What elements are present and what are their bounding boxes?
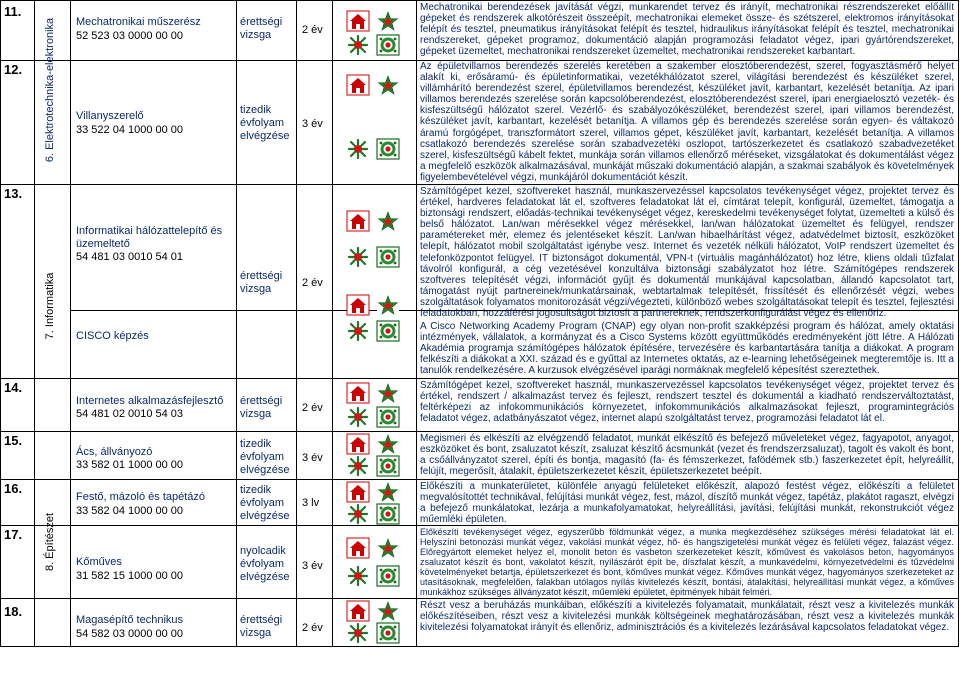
program-name: Internetes alkalmazásfejlesztő — [76, 395, 224, 407]
program-code: 31 582 15 1000 00 00 — [76, 570, 184, 582]
row-number: 16. — [4, 481, 23, 496]
flower-icon — [376, 246, 400, 268]
wheelchair-icon — [346, 622, 370, 644]
wheelchair-icon — [346, 246, 370, 268]
program-code: 54 481 03 0010 54 01 — [76, 251, 184, 263]
star-icon — [376, 10, 400, 32]
row-number: 14. — [4, 380, 23, 395]
row-number: 13. — [4, 186, 23, 201]
star-icon — [376, 210, 400, 232]
house-icon — [346, 600, 370, 622]
entry-requirement: tizedik évfolyam elvégzése — [240, 104, 290, 142]
col-divider-area — [70, 0, 71, 647]
program-description: Számítógépet kezel, szoftvereket használ, munkaszervezéssel kapcsolatos tevékenységet végez, projektet tervez és értékel, rendszert / alkalmazást tervez és fejleszt, rendszert tesztel és dokumentál a kiadható rendszerváltoztatást, feltérképezi az infokommunikációs környezetet, infokommunikációs alkalmazásokat fejleszt, programintegrációs feladatot végez, adatbányászatot végez, internet alapú szolgáltatást tervez, programozási feladatot lát el. — [420, 380, 954, 425]
wheelchair-icon — [346, 503, 370, 525]
duration: 2 év — [302, 622, 323, 634]
duration: 2 év — [302, 24, 323, 36]
wheelchair-icon — [346, 320, 370, 342]
program-description: Megismeri és elkészíti az elvégzendő feladatot, munkát elkészítő és befejező műveleteket végez, fagyapotot, anyagot, eszközöket és bont, zsaluzatot készít, zsaluzat készítő ácsmunkát (vezet és frendszerzsaluzat), tagolt és vakolt és bont, a csőállványzatot szerel, építi és bontja, magasító (fa- és fémszerkezet, fafödémek stb.) faszerkezetet épít, helyreállít, felújít, megerősít, átalakít, épületszerkezetet készít, épületszerkezetet beépít. — [420, 433, 954, 478]
star-icon — [376, 481, 400, 503]
duration: 3 lv — [302, 497, 320, 509]
program-code: 33 582 01 1000 00 00 — [76, 459, 184, 471]
duration: 3 év — [302, 560, 323, 572]
entry-requirement: érettségi vizsga — [240, 16, 283, 41]
row-number: 17. — [4, 527, 23, 542]
duration: 3 év — [302, 452, 323, 464]
entry-requirement: érettségi vizsga — [240, 614, 283, 639]
table-border-right — [958, 0, 959, 647]
star-icon — [376, 294, 400, 316]
table-border-left — [0, 0, 1, 647]
star-icon — [376, 382, 400, 404]
flower-icon — [376, 565, 400, 587]
program-code: 33 582 04 1000 00 00 — [76, 505, 184, 517]
col-divider-program — [236, 0, 237, 647]
row-number: 15. — [4, 433, 23, 448]
area-label-electro: 6. Elektrotechnika-elektronika — [44, 17, 56, 163]
program-description: Részt vesz a beruházás munkáiban, előkészíti a kivitelezés folyamatait, munkálatait, részt vesz a kivitelezés munkák előkészítéseiben, részt vesz a kivitelezési munkák költségeinek meghatározásában, részt vesz a kivitelezés munkák kivitelezési folyamatokat irányít és ellenőriz, adminisztrációs és a kivitelezés lezárásával kapcsolatos feladatokat végez. — [420, 600, 954, 634]
program-description: Mechatronikai berendezések javítását végzi, munkarendet tervez és irányít, mechatronikai részrendszereket előállít gépeket és rendszerek alkotórészeit összeépít, mechatronikai elemeket össze- és szétszerel, elektromos irányításokat felépít és tesztel, pneumatikus irányításokat felépít és tesztel, hidraulikus irányításokat felépít és tesztel, mechatronikai rendszereket, gépeket programoz, dokumentáció alapján programozási feladatot végez, ipari gyártórendszereket, gépeket üzemeltet, mechatronikai rendszereket üzemeltet, mechatronikai rendszereket karbantart. — [420, 2, 954, 58]
row-divider — [0, 479, 959, 480]
flower-icon — [376, 503, 400, 525]
row-divider — [0, 598, 959, 599]
program-code: 54 481 02 0010 54 03 — [76, 408, 184, 420]
house-icon — [346, 74, 370, 96]
row-number: 12. — [4, 62, 23, 77]
star-icon — [376, 433, 400, 455]
program-description: Az épületvillamos berendezés szerelés keretében a szakember elosztóberendezést, szerel, fogyasztásmérő helyet alakít ki, erősáramú- és épületinformatikai, vezetékhálózatot szerel, világítási berendezést és készüléket szerel, villámhárító berendezést szerel, épületvillamos berendezést, készüléket javít, karbantart, kezelését betanítja. Az ipari villamos berendezés szerelése során kapcsolóberendezést, elosztóberendezést szerel, ipari energiaelosztó vezeték- és kisfeszültségű hálózatot szerel. Vezérlő- és szabályozókészüléket, berendezést szerel, ipari villamos berendezést, készüléket javít, karbantart, kezelését betanítja. A villamos gép és berendezés szerelése során egyen- és váltakozó áramú forgógépet, transzformátort szerel, villamos gépet, készüléket javít, karbantart, kezelését betanítja. A villamos csatlakozó berendezés szerelése során szabadvezetéki oszlopot, tartószerkezetet és csatlakozó szabadvezetéket szerel, kisfeszültségű kábelt fektet, munkája során villamos ellenőrző méréseket, vizsgálatokat és dokumentálást végez a megfelelő eszközök alkalmazásával, munkáját műszaki dokumentáció alapján, a szakmai szabályok és követelmények figyelembevételével végzi, munkájáról dokumentációt készít. — [420, 61, 954, 183]
duration: 2 év — [302, 277, 323, 289]
program-code: 33 522 04 1000 00 00 — [76, 124, 184, 136]
program-name: Kőműves — [76, 556, 122, 568]
house-icon — [346, 294, 370, 316]
row-divider — [0, 0, 959, 1]
row-number: 18. — [4, 604, 23, 619]
entry-requirement: érettségi vizsga — [240, 395, 283, 420]
program-name: Festő, mázoló és tapétázó — [76, 491, 206, 503]
entry-requirement: tizedik évfolyam elvégzése — [240, 484, 290, 522]
program-description: Előkészíti tevékenységet végez, egyszerűbb földmunkát végez, a munka megkezdéséhez szükséges mérési feladatokat lát el. Helyszíni betonozási munkát végez, vakolási munkát végez, hő- és hangszigetelési munkát végez és felületi végez, falazást végez. Előregyártott elemeket helyez el, monolit beton és vasbeton szerkezeteket készít, kőművest és vakolásos beton, hagyományos zsaluzatot készít és bont, vakolatot készít, nyílászárót épít be, díszfalat készít, a munkavédelmi, környezetvédelmi és tűzvédelmi követelményeket betartja, épületszerkezet és bont, kőműves munkát végez. Kőműves munkát végez, hagyományos szerkezeteket az utasításoknak, megfelelően, falakban utólagos nyílás kivitelezés készít, bontási, átalakítási, helyreállítási munkát végez, a kőműves munkákhoz szükséges állványzatot készít, műemléki épületet, épitmények hibáit felméri. — [420, 527, 954, 597]
col-divider-icons — [416, 0, 417, 647]
area-label-build: 8. Építészet — [44, 512, 56, 572]
flower-icon — [376, 455, 400, 477]
program-description: A Cisco Networking Academy Program (CNAP) egy olyan non-profit szakképzési program és hálózat, amely oktatási intézmények, vállalatok, a kormányzat és a Cisco Systems között együttműködés eredményeként jött létre. A Hálózati Akadémia programja számítógépes hálózatok építésére, tervezésére és karbantartására tanítja a diákokat. A program felkészíti a diákokat a XXI. század és e gyűttal az Internetes oktatás, az e-learning lehetőségeinek megteremtője is. Itt a tanulók rendelkezésére. A kurzusok elvégzésével iparági normáknak megfelelő képesítést szereztethek. — [420, 321, 954, 377]
program-name: Magasépítő technikus — [76, 614, 184, 626]
duration: 3 év — [302, 118, 323, 130]
house-icon — [346, 382, 370, 404]
house-icon — [346, 481, 370, 503]
program-name: Mechatronikai műszerész — [76, 16, 201, 28]
star-icon — [376, 74, 400, 96]
wheelchair-icon — [346, 455, 370, 477]
col-divider-entry — [296, 0, 297, 647]
house-icon — [346, 433, 370, 455]
program-description: Számítógépet kezel, szoftvereket használ, munkaszervezéssel kapcsolatos tevékenységet végez, projektet tervez és értékel, hardveres feladatokat lát el, szoftveres feladatokat lát el, címtárat telepít, konfigurál, üzemeltet, támogatja a biztonsági rendszert, előadás-technikai tevékenységet végez, kereskedelmi tevékenységet folytat, üzemelteti a külső és belső hálózatot. Lan/wan mérésekkel végez mérésekkel, lan/wan hálózatokat üzemeltet és felügyel, rendszer paramétereket mér, elemez és jelentéseket készít. Lan/wan hibaelhárítást végez, adatvédelmet biztosít, eszközöket telepít, hálózatot mobil szolgáltatást igénybe vesz. Internet és vezeték nélküli hálózatot, VoIP rendszert üzemeltet és telefonközpontot felügyel. IT biztonságot dokumentál, VPN-t (virtuális magánhálózatot) hoz létre, kliens oldali tűzfalat távolról konfigurál, a cég vezetésével konzultálva biztonsági szabályzatot hoz létre. Számítógépes rendszerek szoftveres telepítését végzi, információt gyűjt és dokumentál munkájával kapcsolatban, állandó kapcsolatot tart, támogatást nyújt partnereinek/munkatársainak, webtartalmak telepítését, frissítését és ellenőrzését végzi, webes szolgáltatások folyamatos monitorozását végzi/végezteti, különböző webes szolgáltatásokat telepít és tesztel, fejlesztési feladatokban, hozzáférési jogosultságot biztosít a partnereknek, rendszerkonfigurálást végez és ellenőriz. — [420, 186, 954, 320]
program-name: CISCO képzés — [76, 330, 149, 342]
star-icon — [376, 600, 400, 622]
wheelchair-icon — [346, 34, 370, 56]
area-label-info: 7. Informatika — [44, 272, 56, 340]
program-code: 52 523 03 0000 00 00 — [76, 30, 184, 42]
wheelchair-icon — [346, 138, 370, 160]
wheelchair-icon — [346, 406, 370, 428]
col-divider-duration — [332, 0, 333, 647]
flower-icon — [376, 622, 400, 644]
row-divider — [0, 431, 959, 432]
star-icon — [376, 537, 400, 559]
program-code: 54 582 03 0000 00 00 — [76, 628, 184, 640]
flower-icon — [376, 406, 400, 428]
program-name: Ács, állványozó — [76, 446, 153, 458]
flower-icon — [376, 320, 400, 342]
col-divider-number — [34, 0, 35, 647]
row-number: 11. — [4, 4, 22, 19]
row-divider — [0, 378, 959, 379]
program-name: Informatikai hálózattelepítő és üzemeltető — [76, 225, 223, 250]
row-divider — [0, 184, 959, 185]
wheelchair-icon — [346, 565, 370, 587]
program-description: Előkészíti a munkaterületet, különféle anyagú felületeket előkészít, alapozó festést végez, előkészíti a felületet megvalósítottét technikával, felújítási munkát végez, fest, mázol, díszítő munkát végez, tapétáz, plakátot ragaszt, elvégzi a befejező munkálatokat, lezárja a munkafolyamatokat, helyreállítási, javítási, felújítási munkát, rekonstrukciót végez műemléki épületen. — [420, 481, 954, 526]
entry-requirement: érettségi vizsga — [240, 270, 283, 295]
house-icon — [346, 210, 370, 232]
entry-requirement: tizedik évfolyam elvégzése — [240, 438, 290, 476]
house-icon — [346, 537, 370, 559]
entry-requirement: nyolcadik évfolyam elvégzése — [240, 545, 290, 583]
flower-icon — [376, 34, 400, 56]
flower-icon — [376, 138, 400, 160]
duration: 2 év — [302, 402, 323, 414]
house-icon — [346, 10, 370, 32]
program-name: Villanyszerelő — [76, 110, 144, 122]
